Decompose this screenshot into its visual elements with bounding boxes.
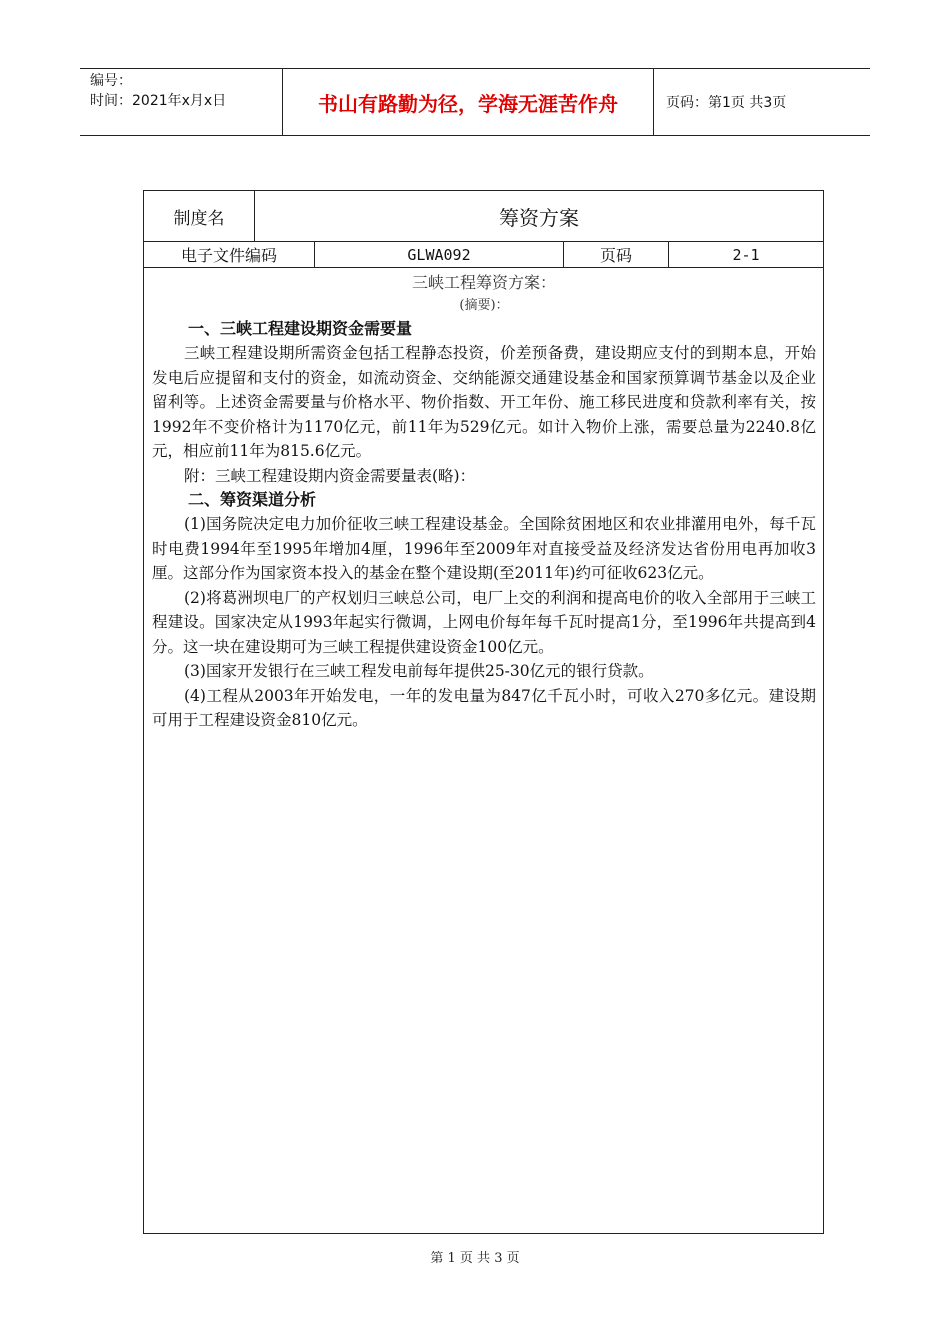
file-code-label: 电子文件编码 xyxy=(144,242,315,267)
document-form xyxy=(143,190,824,1234)
page-footer: 第 1 页 共 3 页 xyxy=(430,1251,520,1266)
system-name-value: 筹资方案 xyxy=(499,205,579,230)
funding-item-4: (4)工程从2003年开始发电，一年的发电量为847亿千瓦小时，可收入270多亿元。建设期可用于工程建设资金810亿元。 xyxy=(152,686,816,729)
content-title: 三峡工程筹资方案： xyxy=(411,273,556,292)
file-code-value: GLWA092 xyxy=(315,242,564,267)
file-code-row xyxy=(144,242,823,268)
system-name-row xyxy=(144,191,823,242)
appendix-note: 附：三峡工程建设期内资金需要量表(略)： xyxy=(184,466,476,485)
document-body xyxy=(152,271,816,733)
header-page-info: 页码：第1页 共3页 xyxy=(666,95,787,111)
section1-heading: 一、三峡工程建设期资金需要量 xyxy=(188,319,413,338)
page-value: 2-1 xyxy=(732,245,760,264)
number-label: 编号： xyxy=(90,73,132,89)
header-meta xyxy=(80,69,282,135)
content-subtitle: (摘要)： xyxy=(459,298,509,313)
funding-item-2: (2)将葛洲坝电厂的产权划归三峡总公司，电厂上交的利润和提高电价的收入全部用于三峡工程建设。国家决定从1993年起实行微调，上网电价每年每千瓦时提高1分，至1996年共提高到4分。这一块在建设期可为三峡工程提供建设资金100亿元。 xyxy=(152,588,816,656)
document-header xyxy=(80,68,870,136)
page-label: 页码 xyxy=(564,242,669,267)
funding-item-1: (1)国务院决定电力加价征收三峡工程建设基金。全国除贫困地区和农业排灌用电外，每千瓦时电费1994年至1995年增加4厘，1996年至2009年对直接受益及经济发达省份用电再加收3厘。这部分作为国家资本投入的基金在整个建设期(至2011年)约可征收623亿元。 xyxy=(152,515,816,582)
time-label: 时间：2021年x月x日 xyxy=(90,93,227,109)
section1-paragraph: 三峡工程建设期所需资金包括工程静态投资，价差预备费，建设期应支付的到期本息，开始发电后应提留和支付的资金，如流动资金、交纳能源交通建设基金和国家预算调节基金以及企业留利等。上述资金需要量与价格水平、物价指数、开工年份、施工移民进度和贷款利率有关，按1992年不变价格计为1170亿元，前11年为529亿元。如计入物价上涨，需要总量为2240.8亿元，相应前11年为815.6亿元。 xyxy=(152,344,816,460)
funding-item-3: (3)国家开发银行在三峡工程发电前每年提供25-30亿元的银行贷款。 xyxy=(184,662,654,680)
header-motto: 书山有路勤为径，学海无涯苦作舟 xyxy=(282,69,654,135)
system-name-label: 制度名 xyxy=(144,191,255,241)
section2-heading: 二、筹资渠道分析 xyxy=(188,490,317,509)
